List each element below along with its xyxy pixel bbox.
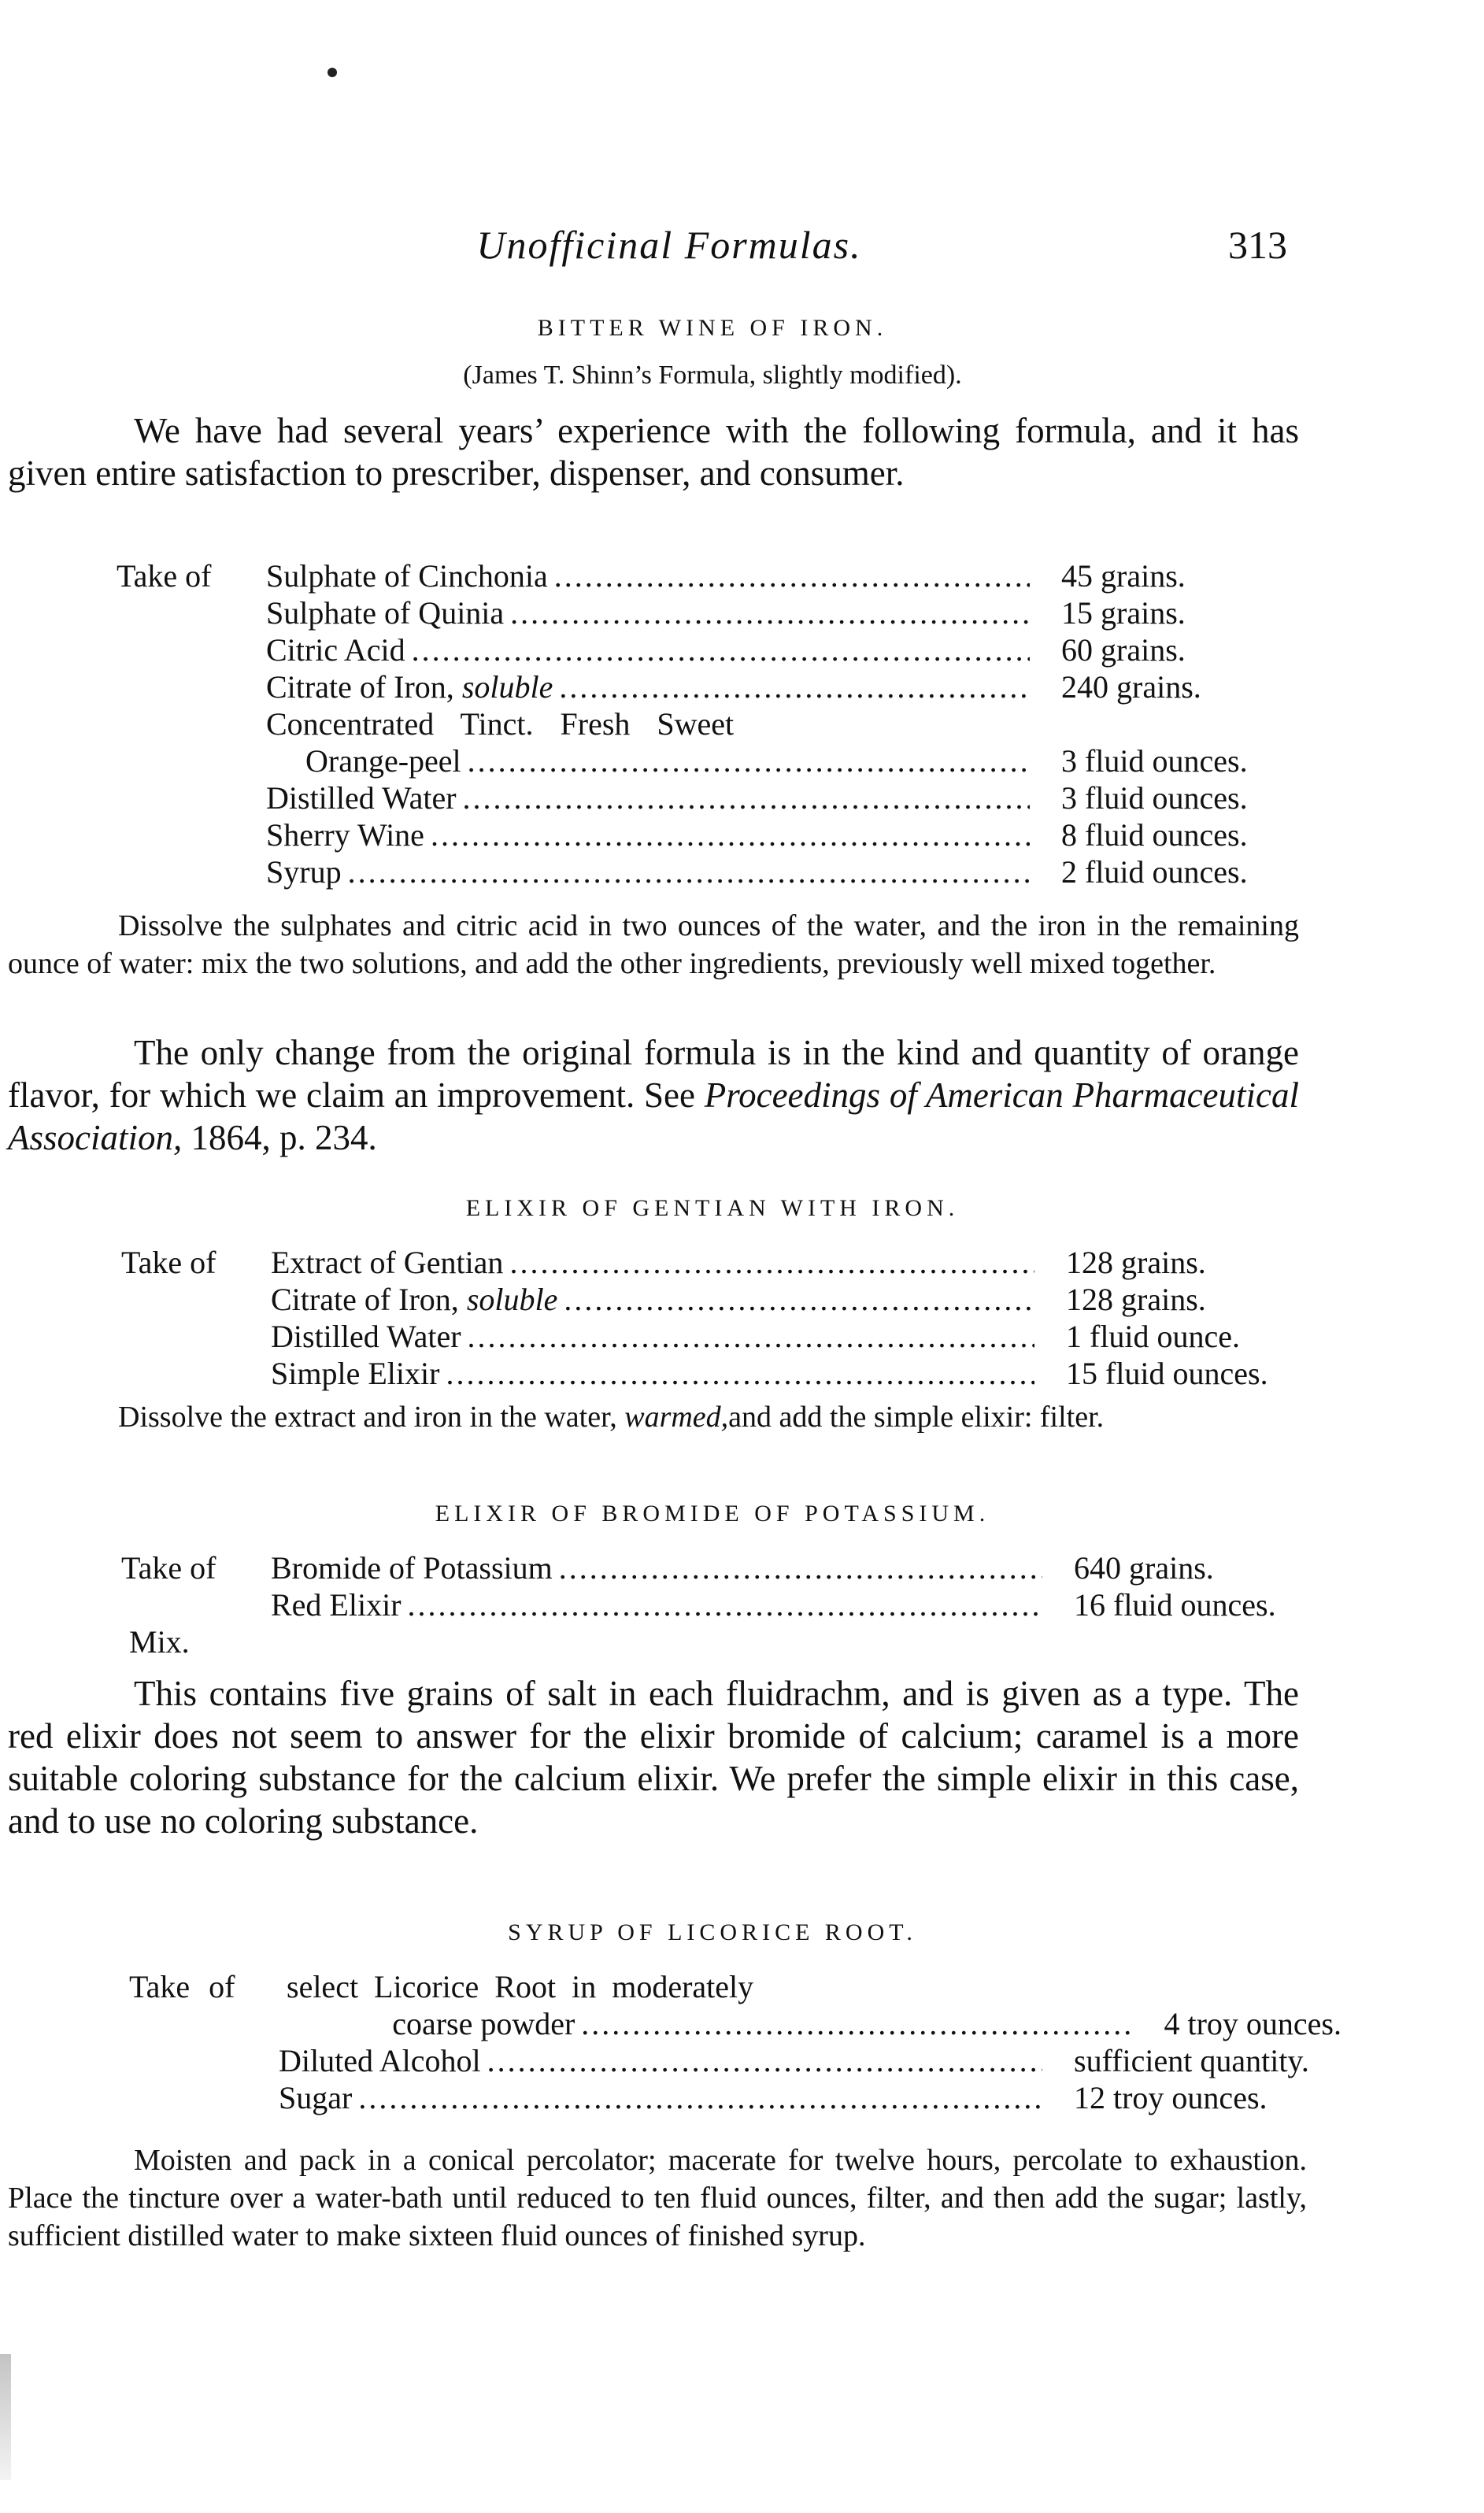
ingredient-name: Sugar [279, 2080, 353, 2115]
section-subtitle-block [118, 361, 1307, 390]
ingredient-row [117, 594, 1329, 631]
ingredient-name: Citric Acid [266, 632, 405, 668]
ingredient-name: coarse powder [392, 2006, 575, 2041]
ingredient-row [129, 2005, 1342, 2042]
page-header [0, 222, 1484, 285]
ingredients-syrup-licorice [129, 1968, 1342, 2116]
directions-elixir-gentian [8, 1398, 1299, 1436]
ingredient-name: Sulphate of Quinia [266, 595, 505, 631]
ingredient-name: Red Elixir [271, 1587, 402, 1623]
running-title: Unofficinal Formulas. [476, 223, 862, 267]
page-edge-shadow [0, 2354, 11, 2480]
ingredient-qty: 640 grains. [1074, 1550, 1214, 1586]
take-of-label: Take of [121, 1245, 216, 1280]
directions-paragraph: Dissolve the sulphates and citric acid in two ounces of the water, and the iron in the remaining ounce of water: mix the two solutions, and add the other ingredients, previously well mixed together. [8, 909, 1299, 980]
take-of-label: Take of [129, 1969, 235, 2004]
ingredient-qty: sufficient quantity. [1074, 2043, 1309, 2078]
ingredient-name: Distilled Water [271, 1319, 461, 1354]
ingredient-qty: 3 fluid ounces. [1061, 780, 1248, 816]
ingredient-row [117, 705, 1329, 742]
ingredient-row [117, 742, 1329, 779]
ingredient-qty: 60 grains. [1061, 632, 1186, 668]
section-elixir-bromide [118, 1501, 1307, 1527]
ingredient-qty: 16 fluid ounces. [1074, 1587, 1276, 1623]
ingredient-qty: 128 grains. [1066, 1282, 1206, 1317]
ingredients-elixir-bromide [121, 1549, 1334, 1660]
ingredients-elixir-gentian [121, 1244, 1334, 1392]
section-title: SYRUP OF LICORICE ROOT. [508, 1919, 917, 1945]
ingredient-qty: 8 fluid ounces. [1061, 817, 1248, 853]
ingredient-qty: 1 fluid ounce. [1066, 1319, 1241, 1354]
note-paragraph: This contains five grains of salt in each fluidrachm, and is given as a type. The red elixir does not seem to answer for the elixir bromide of calcium; caramel is a more suitable coloring substance for the calcium elixir. We prefer the simple elixir in this case, and to use no coloring substance. [8, 1674, 1299, 1841]
ingredient-name: Sherry Wine [266, 817, 424, 853]
ingredient-name: Extract of Gentian [271, 1245, 504, 1280]
ingredient-name: Concentrated Tinct. Fresh Sweet [266, 706, 735, 742]
ingredient-qty: 45 grains. [1061, 558, 1186, 594]
take-of-label: Take of [117, 558, 212, 594]
ingredient-row [117, 853, 1329, 890]
ingredient-qty: 2 fluid ounces. [1061, 854, 1248, 890]
mix-instruction: Mix. [129, 1624, 190, 1660]
ingredient-row [117, 631, 1329, 668]
ingredient-row [121, 1586, 1334, 1623]
ingredient-row [129, 1968, 1342, 2005]
section-subtitle: (James T. Shinn’s Formula, slightly modified). [463, 361, 962, 390]
ingredient-name: Syrup [266, 854, 342, 890]
section-syrup-licorice [118, 1919, 1307, 1946]
ingredient-qty: 128 grains. [1066, 1245, 1206, 1280]
section-title: ELIXIR OF BROMIDE OF POTASSIUM. [435, 1501, 990, 1527]
ink-speck [328, 68, 337, 77]
directions-syrup-licorice [8, 2141, 1307, 2255]
ingredient-name: Citrate of Iron, soluble [266, 669, 553, 705]
section-bitter-wine [118, 315, 1307, 342]
ingredient-row [121, 1549, 1334, 1586]
take-of-label: Take of [121, 1550, 216, 1586]
page-number: 313 [1228, 223, 1287, 267]
ingredient-name: Distilled Water [266, 780, 457, 816]
ingredient-qty: 12 troy ounces. [1074, 2080, 1268, 2115]
note-elixir-bromide [8, 1672, 1299, 1842]
ingredient-row [121, 1318, 1334, 1355]
directions-paragraph: Moisten and pack in a conical percolator; macerate for twelve hours, percolate to exhaustion. Place the tincture over a water-bath until reduced to ten fluid ounces, filter, and then add the sugar; lastly, sufficient distilled water to make sixteen fluid ounces of finished syrup. [8, 2144, 1307, 2252]
ingredient-row [129, 2079, 1342, 2116]
ingredient-row [129, 2042, 1342, 2079]
ingredient-qty: 15 grains. [1061, 595, 1186, 631]
ingredient-qty: 4 troy ounces. [1164, 2006, 1342, 2041]
ingredient-row [117, 557, 1329, 594]
ingredient-name: Bromide of Potassium [271, 1550, 553, 1586]
note-bitter-wine [8, 1031, 1299, 1159]
ingredient-name: Simple Elixir [271, 1356, 440, 1391]
ingredient-qty: 240 grains. [1061, 669, 1201, 705]
ingredient-name: Diluted Alcohol [279, 2043, 481, 2078]
ingredient-qty: 3 fluid ounces. [1061, 743, 1248, 779]
note-paragraph: The only change from the original formula is in the kind and quantity of orange flavor, for which we claim an improvement. See Proceedings of American Pharmaceutical Association, 1864, p. 234. [8, 1033, 1299, 1157]
directions-bitter-wine [8, 907, 1299, 983]
ingredient-name: Orange-peel [305, 743, 461, 779]
ingredient-row [117, 779, 1329, 816]
section-title: ELIXIR OF GENTIAN WITH IRON. [465, 1195, 960, 1221]
ingredients-bitter-wine [117, 557, 1329, 890]
ingredient-name: Sulphate of Cinchonia [266, 558, 548, 594]
ingredient-row [121, 1244, 1334, 1281]
intro-paragraph-block [8, 409, 1299, 494]
ingredient-qty: 15 fluid ounces. [1066, 1356, 1268, 1391]
ingredient-name: Citrate of Iron, soluble [271, 1282, 558, 1317]
section-title: BITTER WINE OF IRON. [537, 315, 888, 341]
ingredient-name: select Licorice Root in moderately [287, 1969, 754, 2004]
ingredient-row [117, 816, 1329, 853]
ingredient-row [121, 1281, 1334, 1318]
section-elixir-gentian [118, 1195, 1307, 1222]
intro-paragraph: We have had several years’ experience with the following formula, and it has given entire satisfaction to prescriber, dispenser, and consumer. [8, 411, 1299, 493]
ingredient-row [121, 1355, 1334, 1392]
directions-paragraph: Dissolve the extract and iron in the water, warmed,and add the simple elixir: filter. [118, 1401, 1105, 1434]
ingredient-row [117, 668, 1329, 705]
